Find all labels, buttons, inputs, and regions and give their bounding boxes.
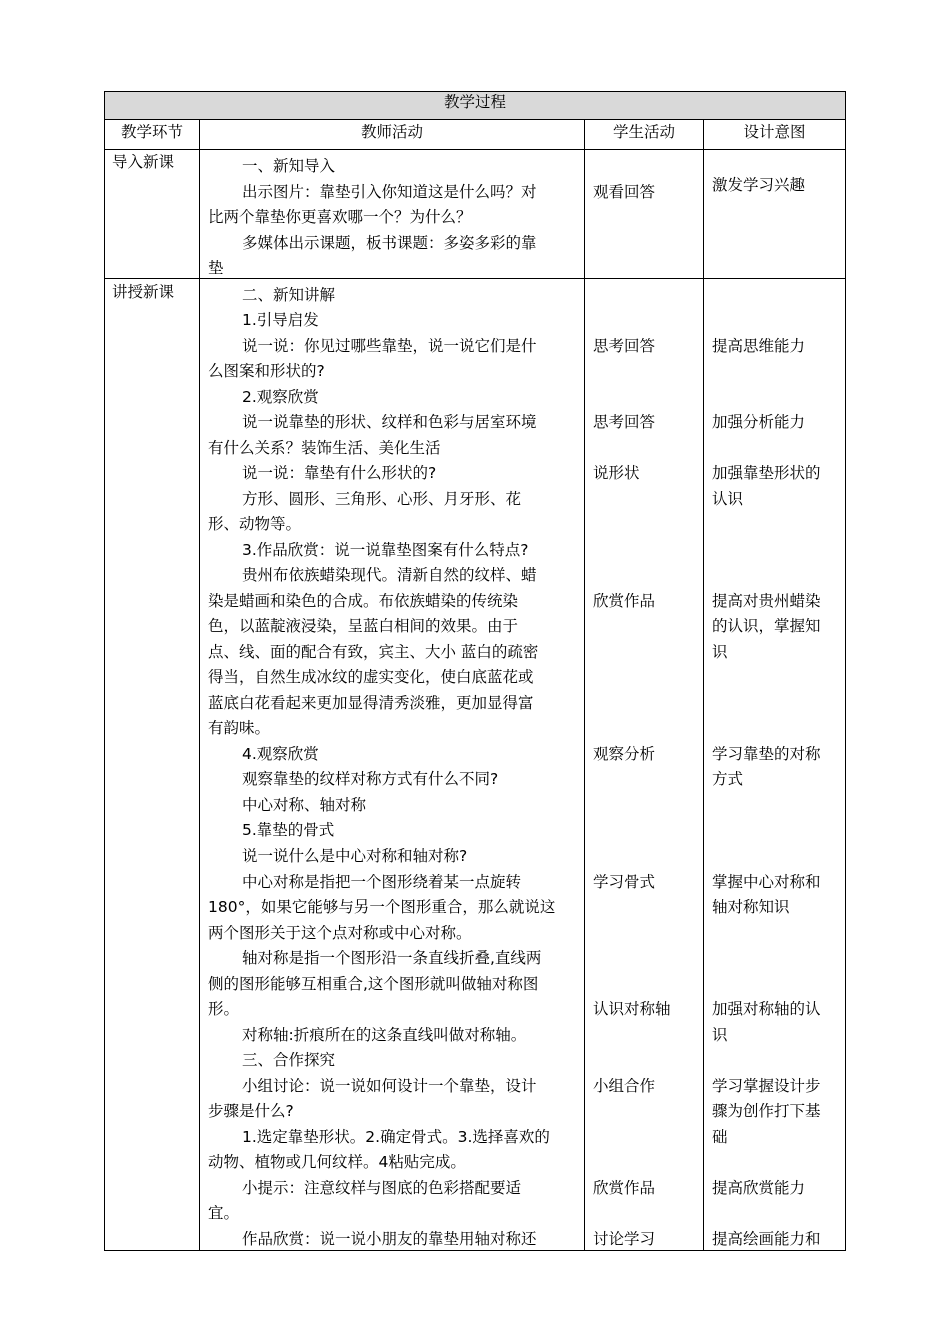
design-intent: 识 xyxy=(712,643,728,661)
teacher-line: 4.观察欣赏 xyxy=(242,745,319,763)
column-divider xyxy=(584,119,585,1251)
teacher-line: 宜。 xyxy=(208,1204,240,1222)
teacher-line: 一、新知导入 xyxy=(242,157,336,175)
column-header-stage: 教学环节 xyxy=(120,123,183,141)
column-header-intent: 设计意图 xyxy=(743,123,806,141)
teacher-line: 说一说靠垫的形状、纹样和色彩与居室环境 xyxy=(242,413,537,431)
column-divider xyxy=(703,119,704,1251)
student-activity: 观察分析 xyxy=(593,745,656,763)
teacher-line: 色，以蓝靛液浸染，呈蓝白相间的效果。由于 xyxy=(208,617,519,635)
teacher-line: 贵州布依族蜡染现代。清新自然的纹样、蜡 xyxy=(242,566,537,584)
teacher-line: 么图案和形状的? xyxy=(208,362,325,380)
design-intent: 掌握中心对称和 xyxy=(712,873,821,891)
teacher-line: 对称轴:折痕所在的这条直线叫做对称轴。 xyxy=(242,1026,527,1044)
teacher-line: 形。 xyxy=(208,1000,240,1018)
table-border-bottom xyxy=(104,1250,846,1251)
teacher-line: 方形、圆形、三角形、心形、月牙形、花 xyxy=(242,490,522,508)
teacher-line: 出示图片：靠垫引入你知道这是什么吗？对 xyxy=(242,183,537,201)
design-intent: 提高对贵州蜡染 xyxy=(712,592,821,610)
teacher-line: 多媒体出示课题，板书课题：多姿多彩的靠 xyxy=(242,234,537,252)
design-intent: 提高绘画能力和 xyxy=(712,1230,821,1248)
table-border-right xyxy=(845,91,846,1251)
design-intent: 学习靠垫的对称 xyxy=(712,745,821,763)
design-intent: 轴对称知识 xyxy=(712,898,790,916)
teacher-line: 步骤是什么? xyxy=(208,1102,294,1120)
stage-teaching: 讲授新课 xyxy=(112,283,175,301)
teacher-line: 动物、植物或几何纹样。4粘贴完成。 xyxy=(208,1153,466,1171)
teacher-line: 两个图形关于这个点对称或中心对称。 xyxy=(208,924,472,942)
design-intent: 学习掌握设计步 xyxy=(712,1077,821,1095)
design-intent: 识 xyxy=(712,1026,728,1044)
teacher-line: 二、新知讲解 xyxy=(242,286,336,304)
design-intent: 骤为创作打下基 xyxy=(712,1102,821,1120)
teacher-line: 5.靠垫的骨式 xyxy=(242,821,335,839)
teacher-line: 染是蜡画和染色的合成。布依族蜡染的传统染 xyxy=(208,592,519,610)
teacher-line: 轴对称是指一个图形沿一条直线折叠,直线两 xyxy=(242,949,542,967)
student-activity: 学习骨式 xyxy=(593,873,656,891)
table-rule xyxy=(104,149,846,150)
table-title: 教学过程 xyxy=(443,93,506,111)
teacher-line: 180°，如果它能够与另一个图形重合，那么就说这 xyxy=(208,898,556,916)
design-intent: 加强靠垫形状的 xyxy=(712,464,821,482)
design-intent: 认识 xyxy=(712,490,744,508)
student-activity: 讨论学习 xyxy=(593,1230,656,1248)
teacher-line: 2.观察欣赏 xyxy=(242,388,319,406)
column-divider xyxy=(199,119,200,1251)
teacher-line: 点、线、面的配合有致，宾主、大小 蓝白的疏密 xyxy=(208,643,539,661)
teacher-line: 小提示：注意纹样与图底的色彩搭配要适 xyxy=(242,1179,522,1197)
student-activity: 思考回答 xyxy=(593,413,656,431)
table-rule xyxy=(104,119,846,120)
stage-intro: 导入新课 xyxy=(112,153,175,171)
teacher-line: 说一说：你见过哪些靠垫，说一说它们是什 xyxy=(242,337,537,355)
student-activity: 观看回答 xyxy=(593,183,656,201)
teacher-line: 得当，自然生成冰纹的虚实变化，使白底蓝花或 xyxy=(208,668,534,686)
student-activity: 思考回答 xyxy=(593,337,656,355)
design-intent: 加强分析能力 xyxy=(712,413,806,431)
teacher-line: 侧的图形能够互相重合,这个图形就叫做轴对称图 xyxy=(208,975,539,993)
teacher-line: 形、动物等。 xyxy=(208,515,302,533)
teacher-line: 中心对称是指把一个图形绕着某一点旋转 xyxy=(242,873,522,891)
teacher-line: 中心对称、轴对称 xyxy=(242,796,367,814)
teacher-line: 有韵味。 xyxy=(208,719,271,737)
student-activity: 欣赏作品 xyxy=(593,592,656,610)
student-activity: 欣赏作品 xyxy=(593,1179,656,1197)
design-intent: 激发学习兴趣 xyxy=(712,176,806,194)
column-header-student: 学生活动 xyxy=(612,123,675,141)
teacher-line: 垫 xyxy=(208,259,224,277)
teacher-line: 说一说什么是中心对称和轴对称? xyxy=(242,847,468,865)
design-intent: 础 xyxy=(712,1128,728,1146)
student-activity: 小组合作 xyxy=(593,1077,656,1095)
teacher-line: 比两个靠垫你更喜欢哪一个？为什么？ xyxy=(208,208,472,226)
student-activity: 说形状 xyxy=(593,464,640,482)
student-activity: 认识对称轴 xyxy=(593,1000,671,1018)
teacher-line: 蓝底白花看起来更加显得清秀淡雅，更加显得富 xyxy=(208,694,534,712)
teacher-line: 3.作品欣赏：说一说靠垫图案有什么特点? xyxy=(242,541,529,559)
table-border-left xyxy=(104,91,105,1251)
design-intent: 提高思维能力 xyxy=(712,337,806,355)
teacher-line: 小组讨论：说一说如何设计一个靠垫，设计 xyxy=(242,1077,537,1095)
teacher-line: 作品欣赏：说一说小朋友的靠垫用轴对称还 xyxy=(242,1230,537,1248)
teacher-line: 有什么关系？装饰生活、美化生活 xyxy=(208,439,441,457)
table-rule xyxy=(104,278,846,279)
teacher-line: 1.引导启发 xyxy=(242,311,319,329)
teacher-line: 1.选定靠垫形状。2.确定骨式。3.选择喜欢的 xyxy=(242,1128,550,1146)
teacher-line: 说一说：靠垫有什么形状的? xyxy=(242,464,437,482)
design-intent: 加强对称轴的认 xyxy=(712,1000,821,1018)
teacher-line: 观察靠垫的纹样对称方式有什么不同? xyxy=(242,770,499,788)
column-header-teacher: 教师活动 xyxy=(360,123,423,141)
design-intent: 的认识，掌握知 xyxy=(712,617,821,635)
design-intent: 方式 xyxy=(712,770,744,788)
teacher-line: 三、合作探究 xyxy=(242,1051,336,1069)
design-intent: 提高欣赏能力 xyxy=(712,1179,806,1197)
